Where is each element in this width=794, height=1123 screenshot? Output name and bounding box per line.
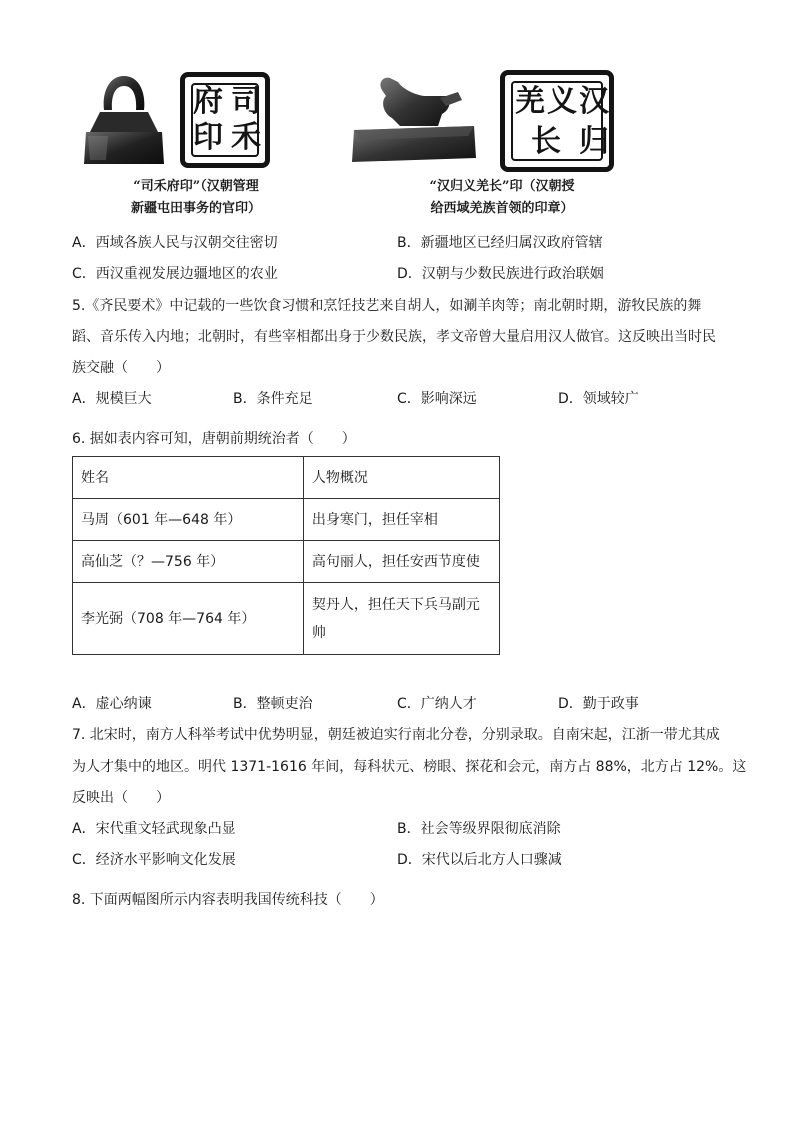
table-header-cell: 姓名 [73,457,304,499]
q7-option-b[interactable]: B．社会等级界限彻底消除 [397,821,561,837]
q4-option-a[interactable]: A．西域各族人民与汉朝交往密切 [72,235,278,251]
seal-animal-knob-photo-right [350,70,478,170]
table-row [73,541,500,583]
q7-stem-line: 为人才集中的地区。明代 1371-1616 年间，每科状元、榜眼、探花和会元，南方占 88%，北方占 12%。这 [72,759,747,775]
q4-option-c[interactable]: C．西汉重视发展边疆地区的农业 [72,266,278,282]
q5-stem-line: 5.《齐民要术》中记载的一些饮食习惯和烹饪技艺来自胡人，如涮羊肉等；南北朝时期，游牧民族的舞 [72,298,702,314]
q6-option-a[interactable]: A．虚心纳谏 [72,696,152,712]
seal-glyph: 归 [579,124,609,159]
q7-stem-line: 7. 北宋时，南方人科举考试中优势明显，朝廷被迫实行南北分卷，分别录取。自南宋起，江浙一带尤其成 [72,727,720,743]
table-header-cell: 人物概况 [303,457,499,499]
table-header-row [73,457,500,499]
seal-impression-left [180,72,270,168]
table-row [73,499,500,541]
seal-glyph: 长 [531,124,561,159]
seal-impression-right [500,70,614,172]
image-caption-left: “司禾府印”（汉朝管理 新疆屯田事务的官印） [130,179,261,216]
seal-glyph: 府 [193,84,223,119]
seal-glyph: 羌 [515,84,545,119]
q4-option-d[interactable]: D．汉朝与少数民族进行政治联姻 [397,266,604,282]
image-caption-right: “汉归义羌长”印（汉朝授 给西域羌族首领的印章） [429,179,575,216]
seal-glyph: 印 [193,120,223,155]
table-cell: 高仙芝（？—756 年） [73,541,304,583]
table-row [73,583,500,655]
q5-option-c[interactable]: C．影响深远 [397,391,477,407]
table-cell: 契丹人，担任天下兵马副元帅 [303,583,499,655]
q7-option-d[interactable]: D．宋代以后北方人口骤减 [397,852,562,868]
q6-stem: 6. 据如表内容可知，唐朝前期统治者（ ） [72,431,356,447]
q6-table [72,456,500,655]
table-cell: 马周（601 年—648 年） [73,499,304,541]
table-cell: 高句丽人，担任安西节度使 [303,541,499,583]
q7-stem-line: 反映出（ ） [72,790,170,806]
seal-glyph: 禾 [231,120,261,155]
seal-glyph: 司 [231,84,261,119]
q6-option-b[interactable]: B．整顿吏治 [233,696,313,712]
table-cell: 李光弼（708 年—764 年） [73,583,304,655]
q4-option-b[interactable]: B．新疆地区已经归属汉政府管辖 [397,235,603,251]
q5-option-d[interactable]: D．领域较广 [558,391,639,407]
seal-glyph: 汉 [579,84,609,119]
q6-option-d[interactable]: D．勤于政事 [558,696,639,712]
q5-option-a[interactable]: A．规模巨大 [72,391,152,407]
seal-glyph: 义 [547,84,577,119]
q8-stem: 8. 下面两幅图所示内容表明我国传统科技（ ） [72,892,384,908]
q5-stem-line: 族交融（ ） [72,360,170,376]
seal-handle-photo-left [78,72,170,168]
q5-option-b[interactable]: B．条件充足 [233,391,313,407]
q6-option-c[interactable]: C．广纳人才 [397,696,477,712]
q7-option-a[interactable]: A．宋代重文轻武现象凸显 [72,821,236,837]
table-cell: 出身寒门，担任宰相 [303,499,499,541]
q5-stem-line: 蹈、音乐传入内地；北朝时，有些宰相都出身于少数民族，孝文帝曾大量启用汉人做官。这反映出当时民 [72,329,716,345]
q7-option-c[interactable]: C．经济水平影响文化发展 [72,852,236,868]
